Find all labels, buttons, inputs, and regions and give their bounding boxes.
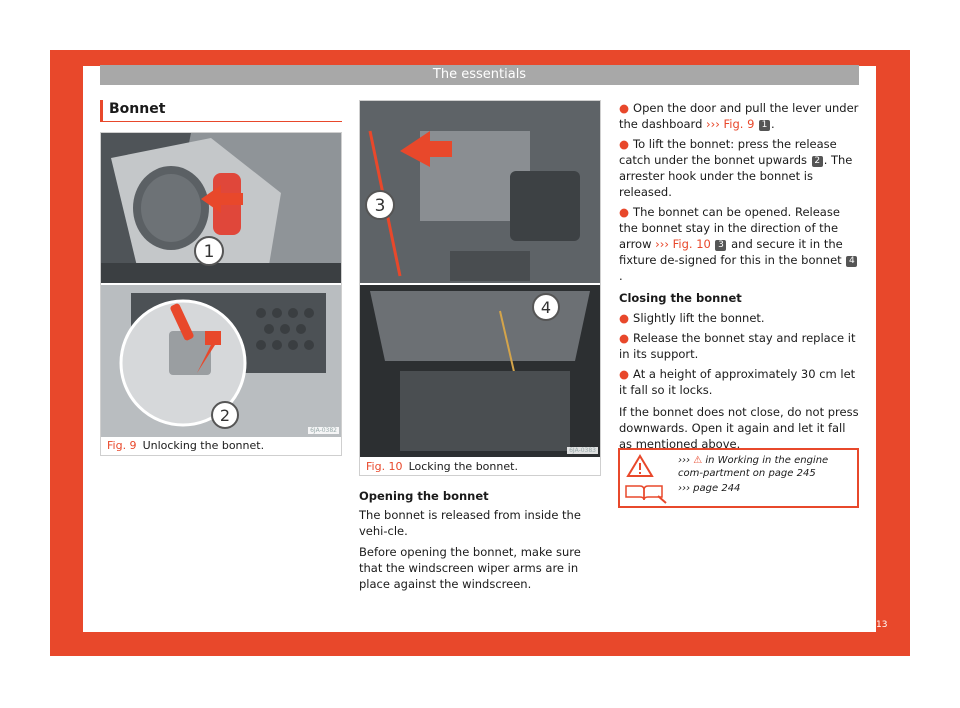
closing-heading: Closing the bonnet	[619, 291, 742, 305]
callout-badge-3: 3	[715, 240, 726, 251]
step-bonnet-stay-end: .	[619, 269, 623, 283]
close-step-2-text: Release the bonnet stay and replace it in its support.	[619, 331, 856, 361]
warning-box	[618, 448, 859, 508]
callout-badge-4: 4	[846, 256, 857, 267]
page-reference[interactable]: ››› page 244	[678, 483, 741, 494]
warning-reference[interactable]	[678, 454, 854, 480]
step-bonnet-stay-text: The bonnet can be opened. Release the bonnet stay in the direction of the arrow	[619, 205, 840, 251]
callout-badge-2: 2	[812, 156, 823, 167]
bullet-icon: ●	[619, 205, 630, 219]
step-open-door-end: .	[771, 117, 775, 131]
fig10-reference-link[interactable]: ››› Fig. 10	[655, 237, 711, 251]
opening-paragraph-2: Before opening the bonnet, make sure that the windscreen wiper arms are in place against the windscreen.	[359, 545, 581, 591]
figure-10	[359, 100, 601, 476]
fig9-reference-link[interactable]: ››› Fig. 9	[706, 117, 755, 131]
step-open-door-text: Open the door and pull the lever under the dashboard	[619, 101, 859, 131]
step-bonnet-stay	[619, 204, 859, 284]
close-step-2	[619, 330, 859, 362]
close-step-1-text: Slightly lift the bonnet.	[633, 311, 765, 325]
figure-10-caption	[366, 460, 598, 474]
small-warning-icon: ⚠	[693, 455, 703, 466]
bullet-icon: ●	[619, 311, 630, 325]
callout-1: 1	[203, 242, 215, 262]
callout-2: 2	[219, 406, 231, 425]
section-title: Bonnet	[100, 100, 342, 122]
bullet-icon: ●	[619, 331, 630, 345]
figure-10-image	[360, 101, 600, 457]
callout-4: 4	[540, 298, 552, 317]
manual-book-icon	[624, 482, 668, 504]
close-step-3-text: At a height of approximately 30 cm let it fall so it locks.	[619, 367, 856, 397]
figure-9-code: 6JA-0382	[310, 427, 337, 434]
figure-9-number: Fig. 9	[107, 439, 137, 452]
close-step-1	[619, 310, 859, 326]
bullet-icon: ●	[619, 367, 630, 381]
closing-note: If the bonnet does not close, do not press downwards. Open it again and let it fall as mentioned above.	[619, 405, 859, 451]
figure-9-caption-text: Unlocking the bonnet.	[142, 439, 265, 452]
opening-section	[359, 488, 599, 592]
header-title: The essentials	[432, 67, 527, 82]
figure-10-code: 6JA-0383	[569, 447, 596, 454]
opening-paragraph-1: The bonnet is released from inside the vehi-cle.	[359, 508, 581, 538]
warning-arrow: ›››	[678, 455, 690, 466]
bullet-icon: ●	[619, 137, 630, 151]
figure-9-image	[101, 133, 341, 437]
figure-10-number: Fig. 10	[366, 460, 403, 473]
step-lift-bonnet-end: . The arrester hook under the bonnet is released.	[619, 153, 853, 199]
callout-badge-1: 1	[759, 120, 770, 131]
bullet-icon: ●	[619, 101, 630, 115]
step-lift-bonnet-text: To lift the bonnet: press the release catch under the bonnet upwards	[619, 137, 837, 167]
opening-heading: Opening the bonnet	[359, 489, 489, 503]
figure-9	[100, 132, 342, 456]
instructions-column	[619, 100, 859, 452]
callout-3: 3	[374, 196, 386, 216]
close-step-3	[619, 366, 859, 398]
step-lift-bonnet	[619, 136, 859, 200]
warning-triangle-icon	[626, 454, 654, 478]
header-bar	[100, 65, 859, 85]
step-open-door	[619, 100, 859, 132]
page-number: 13	[876, 620, 888, 630]
figure-9-caption	[107, 439, 339, 453]
figure-10-caption-text: Locking the bonnet.	[408, 460, 518, 473]
warning-reference-text: in Working in the engine com-partment on page 245	[678, 455, 829, 479]
step-bonnet-stay-mid: and secure it in the fixture de-signed for this in the bonnet	[619, 237, 846, 267]
